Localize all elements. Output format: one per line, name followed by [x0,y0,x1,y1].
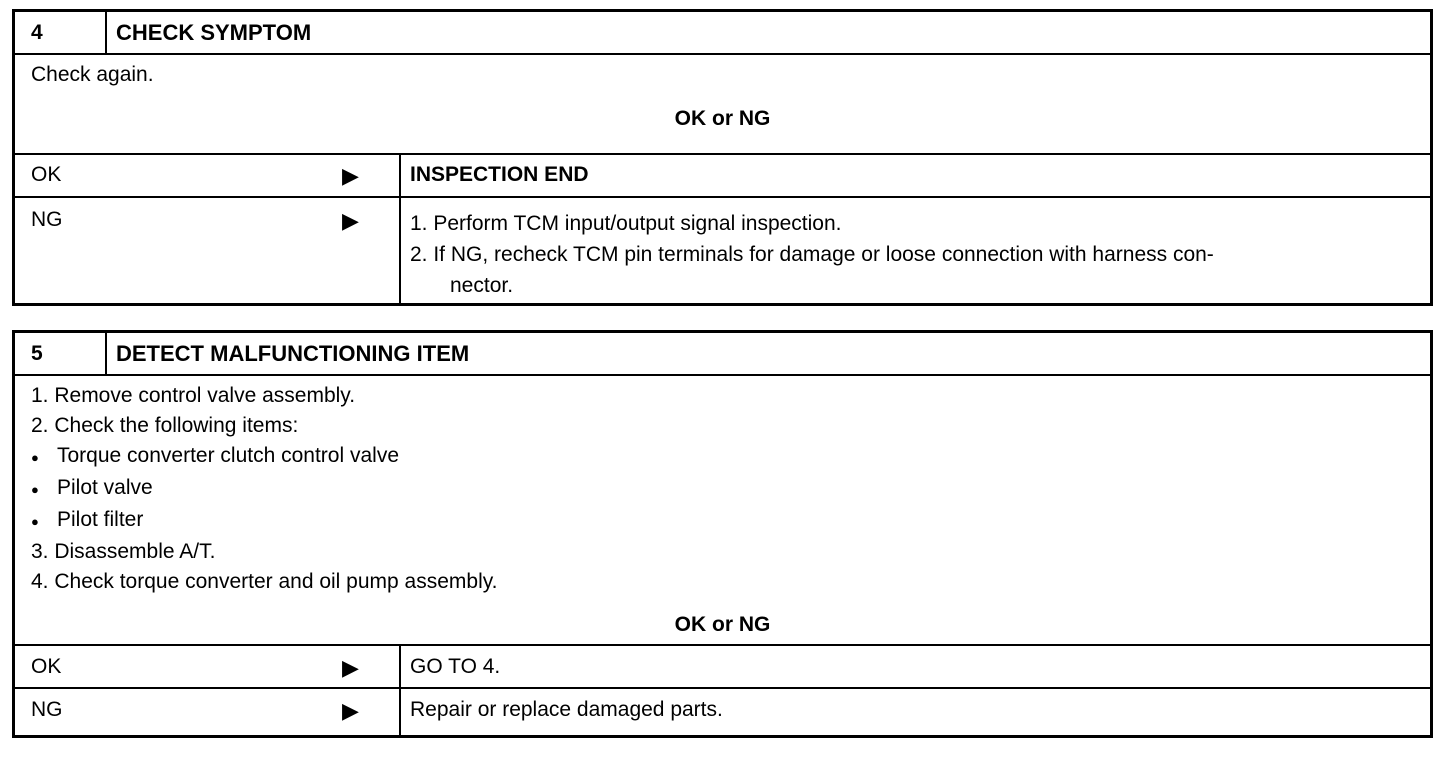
step-number: 4 [15,12,107,53]
step-5-box [12,330,1433,738]
bullet-icon: ● [31,450,39,465]
ok-or-ng-label: OK or NG [674,613,771,636]
step-4-body [15,55,1430,155]
ng-step-2-cont: nector. [450,274,514,297]
list-item: 1. Remove control valve assembly. [31,384,356,407]
ok-result-row [15,646,1430,689]
list-item: 4. Check torque converter and oil pump assembly. [31,570,498,593]
ok-result: GO TO 4. [410,655,501,678]
step-4-header [15,12,1430,55]
bullet-icon: ● [31,514,39,529]
list-item: ● Torque converter clutch control valve [31,441,1414,473]
step-title: CHECK SYMPTOM [116,19,312,45]
list-item: 3. Disassemble A/T. [31,540,216,563]
list-item: ● Pilot valve [31,473,1414,505]
ok-label: OK [31,655,62,678]
list-item: ● Pilot filter [31,505,1414,537]
arrow-right-icon: ▶ [342,208,359,233]
ng-result-row [15,689,1430,735]
ok-or-ng-label: OK or NG [674,107,771,130]
ng-label: NG [31,208,63,231]
step-number: 5 [15,333,107,374]
arrow-right-icon: ▶ [342,163,359,188]
step-5-body [15,376,1430,646]
ok-result-row [15,155,1430,198]
step-4-box [12,9,1433,306]
arrow-right-icon: ▶ [342,698,359,723]
ok-label: OK [31,163,62,186]
arrow-right-icon: ▶ [342,655,359,680]
ng-step-1: 1. Perform TCM input/output signal inspection. [410,212,842,235]
instruction-text: Check again. [31,63,154,86]
ok-result: INSPECTION END [410,163,589,186]
list-item: 2. Check the following items: [31,414,299,437]
ng-step-2: 2. If NG, recheck TCM pin terminals for damage or loose connection with harness con- [410,243,1214,266]
ng-result: Repair or replace damaged parts. [410,698,723,721]
ng-result-row [15,198,1430,303]
step-5-header [15,333,1430,376]
bullet-icon: ● [31,482,39,497]
step-title: DETECT MALFUNCTIONING ITEM [116,340,470,366]
ng-label: NG [31,698,63,721]
